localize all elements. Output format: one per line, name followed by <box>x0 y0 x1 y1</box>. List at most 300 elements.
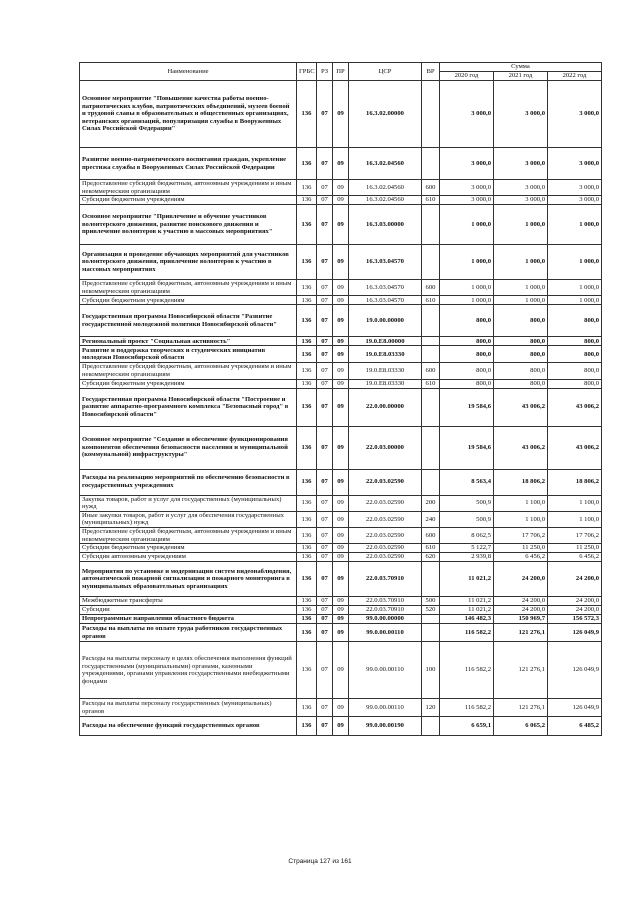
cell-name: Закупка товаров, работ и услуг для государственных (муниципальных) нужд <box>80 495 297 511</box>
cell-sum-2020: 500,9 <box>440 495 494 511</box>
cell-vr <box>422 562 440 597</box>
cell-csr: 22.0.03.00000 <box>349 426 422 469</box>
cell-vr <box>422 426 440 469</box>
cell-rz: 07 <box>317 699 333 717</box>
cell-rz: 07 <box>317 544 333 553</box>
cell-csr: 19.0.E8.03330 <box>349 346 422 363</box>
cell-rz: 07 <box>317 426 333 469</box>
cell-pr: 09 <box>333 642 349 699</box>
cell-csr: 99.0.00.00110 <box>349 642 422 699</box>
cell-rz: 07 <box>317 469 333 495</box>
cell-pr: 09 <box>333 469 349 495</box>
cell-rz: 07 <box>317 597 333 606</box>
cell-sum-2020: 1 000,0 <box>440 205 494 245</box>
header-year-2022: 2022 год <box>548 72 602 81</box>
cell-name: Предоставление субсидий бюджетным, автономным учреждениям и иным некоммерческим организациям <box>80 180 297 196</box>
cell-vr: 610 <box>422 379 440 388</box>
cell-sum-2022: 11 250,0 <box>548 544 602 553</box>
cell-vr: 200 <box>422 495 440 511</box>
cell-rz: 07 <box>317 615 333 624</box>
cell-name: Расходы на выплаты по оплате труда работников государственных органов <box>80 624 297 642</box>
cell-name: Мероприятия по установке и модернизации систем видеонаблюдения, автоматической пожарной сигнализации и пожарного мониторинга в муниципальных образовательных организациях <box>80 562 297 597</box>
cell-sum-2020: 500,9 <box>440 511 494 527</box>
cell-sum-2021: 17 706,2 <box>494 527 548 543</box>
cell-grbs: 136 <box>297 426 317 469</box>
cell-sum-2020: 1 000,0 <box>440 296 494 305</box>
cell-pr: 09 <box>333 346 349 363</box>
cell-sum-2022: 24 200,0 <box>548 606 602 615</box>
table-row <box>80 379 602 388</box>
cell-vr <box>422 469 440 495</box>
cell-pr: 09 <box>333 615 349 624</box>
table-row <box>80 81 602 148</box>
cell-pr: 09 <box>333 624 349 642</box>
cell-csr: 22.0.03.02590 <box>349 495 422 511</box>
header-sum: Сумма <box>440 63 602 72</box>
table-row <box>80 717 602 736</box>
cell-grbs: 136 <box>297 148 317 180</box>
table-row <box>80 196 602 205</box>
cell-grbs: 136 <box>297 337 317 346</box>
table-row <box>80 544 602 553</box>
cell-pr: 09 <box>333 553 349 562</box>
cell-name: Расходы на выплаты персоналу государственных (муниципальных) органов <box>80 699 297 717</box>
cell-sum-2021: 800,0 <box>494 379 548 388</box>
table-row <box>80 245 602 280</box>
cell-vr <box>422 346 440 363</box>
cell-grbs: 136 <box>297 615 317 624</box>
cell-vr <box>422 337 440 346</box>
cell-sum-2022: 800,0 <box>548 305 602 337</box>
cell-grbs: 136 <box>297 388 317 426</box>
cell-vr <box>422 205 440 245</box>
table-row <box>80 553 602 562</box>
cell-sum-2022: 800,0 <box>548 346 602 363</box>
cell-vr: 520 <box>422 606 440 615</box>
table-row <box>80 280 602 296</box>
cell-vr <box>422 615 440 624</box>
cell-sum-2022: 126 049,9 <box>548 642 602 699</box>
cell-grbs: 136 <box>297 511 317 527</box>
cell-sum-2021: 3 000,0 <box>494 196 548 205</box>
cell-sum-2022: 17 706,2 <box>548 527 602 543</box>
cell-pr: 09 <box>333 296 349 305</box>
cell-sum-2020: 1 000,0 <box>440 245 494 280</box>
cell-csr: 16.3.02.04560 <box>349 180 422 196</box>
cell-rz: 07 <box>317 511 333 527</box>
cell-grbs: 136 <box>297 205 317 245</box>
cell-csr: 19.0.E8.03330 <box>349 363 422 379</box>
cell-sum-2020: 8 062,5 <box>440 527 494 543</box>
cell-grbs: 136 <box>297 296 317 305</box>
table-row <box>80 205 602 245</box>
cell-grbs: 136 <box>297 81 317 148</box>
cell-sum-2022: 6 456,2 <box>548 553 602 562</box>
cell-sum-2020: 116 582,2 <box>440 699 494 717</box>
cell-pr: 09 <box>333 245 349 280</box>
cell-sum-2021: 3 000,0 <box>494 148 548 180</box>
cell-sum-2020: 3 000,0 <box>440 148 494 180</box>
cell-sum-2021: 24 200,0 <box>494 606 548 615</box>
cell-sum-2022: 1 000,0 <box>548 245 602 280</box>
cell-name: Субсидии бюджетным учреждениям <box>80 296 297 305</box>
table-row <box>80 148 602 180</box>
cell-sum-2020: 8 563,4 <box>440 469 494 495</box>
cell-csr: 22.0.00.00000 <box>349 388 422 426</box>
cell-name: Расходы на реализацию мероприятий по обеспечению безопасности в государственных учреждениях <box>80 469 297 495</box>
cell-sum-2021: 1 000,0 <box>494 205 548 245</box>
cell-grbs: 136 <box>297 699 317 717</box>
cell-vr: 610 <box>422 544 440 553</box>
cell-name: Расходы на выплаты персоналу в целях обеспечения выполнения функций государственными (муниципальными) органами, казенными учреждениями, органами управления государственными внебюджетными фондами <box>80 642 297 699</box>
cell-rz: 07 <box>317 527 333 543</box>
cell-grbs: 136 <box>297 346 317 363</box>
cell-pr: 09 <box>333 527 349 543</box>
cell-rz: 07 <box>317 337 333 346</box>
cell-rz: 07 <box>317 388 333 426</box>
table-row <box>80 469 602 495</box>
table-row <box>80 511 602 527</box>
cell-csr: 16.3.03.04570 <box>349 296 422 305</box>
cell-csr: 16.3.03.04570 <box>349 245 422 280</box>
cell-sum-2020: 3 000,0 <box>440 81 494 148</box>
cell-name: Развитие военно-патриотического воспитания граждан, укрепление престижа службы в Вооруженных Силах Российской Федерации <box>80 148 297 180</box>
cell-pr: 09 <box>333 699 349 717</box>
cell-sum-2020: 800,0 <box>440 305 494 337</box>
cell-vr: 610 <box>422 196 440 205</box>
cell-sum-2021: 150 969,7 <box>494 615 548 624</box>
cell-vr: 600 <box>422 280 440 296</box>
page-footer: Страница 127 из 161 <box>288 858 352 865</box>
cell-vr: 500 <box>422 597 440 606</box>
cell-sum-2022: 18 806,2 <box>548 469 602 495</box>
table-row <box>80 562 602 597</box>
cell-csr: 19.0.E8.03330 <box>349 379 422 388</box>
cell-grbs: 136 <box>297 305 317 337</box>
cell-pr: 09 <box>333 205 349 245</box>
cell-grbs: 136 <box>297 469 317 495</box>
cell-sum-2022: 800,0 <box>548 379 602 388</box>
cell-sum-2022: 43 006,2 <box>548 426 602 469</box>
cell-pr: 09 <box>333 544 349 553</box>
cell-rz: 07 <box>317 624 333 642</box>
cell-sum-2021: 1 000,0 <box>494 245 548 280</box>
table-row <box>80 606 602 615</box>
cell-grbs: 136 <box>297 544 317 553</box>
cell-name: Субсидии бюджетным учреждениям <box>80 544 297 553</box>
cell-sum-2021: 800,0 <box>494 363 548 379</box>
table-row <box>80 346 602 363</box>
cell-name: Субсидии <box>80 606 297 615</box>
cell-rz: 07 <box>317 363 333 379</box>
cell-sum-2022: 43 006,2 <box>548 388 602 426</box>
cell-name: Субсидии бюджетным учреждениям <box>80 196 297 205</box>
cell-sum-2021: 24 200,0 <box>494 597 548 606</box>
cell-name: Непрограммные направления областного бюджета <box>80 615 297 624</box>
cell-sum-2021: 6 065,2 <box>494 717 548 736</box>
cell-name: Субсидии автономным учреждениям <box>80 553 297 562</box>
table-row <box>80 388 602 426</box>
cell-rz: 07 <box>317 180 333 196</box>
cell-pr: 09 <box>333 337 349 346</box>
cell-vr: 100 <box>422 642 440 699</box>
header-csr: ЦСР <box>349 63 422 81</box>
header-year-2020: 2020 год <box>440 72 494 81</box>
cell-sum-2022: 126 049,9 <box>548 624 602 642</box>
cell-sum-2021: 800,0 <box>494 305 548 337</box>
cell-grbs: 136 <box>297 606 317 615</box>
cell-csr: 22.0.03.02590 <box>349 553 422 562</box>
cell-rz: 07 <box>317 562 333 597</box>
cell-sum-2022: 156 572,3 <box>548 615 602 624</box>
cell-rz: 07 <box>317 245 333 280</box>
cell-sum-2021: 11 250,0 <box>494 544 548 553</box>
cell-pr: 09 <box>333 379 349 388</box>
cell-csr: 16.3.02.04560 <box>349 148 422 180</box>
cell-rz: 07 <box>317 717 333 736</box>
cell-grbs: 136 <box>297 624 317 642</box>
cell-sum-2022: 800,0 <box>548 337 602 346</box>
cell-grbs: 136 <box>297 495 317 511</box>
cell-grbs: 136 <box>297 717 317 736</box>
cell-vr <box>422 388 440 426</box>
cell-csr: 99.0.00.00110 <box>349 699 422 717</box>
cell-csr: 22.0.03.70910 <box>349 562 422 597</box>
cell-sum-2021: 121 276,1 <box>494 699 548 717</box>
cell-grbs: 136 <box>297 527 317 543</box>
cell-csr: 19.0.E8.00000 <box>349 337 422 346</box>
table-row <box>80 337 602 346</box>
cell-pr: 09 <box>333 388 349 426</box>
cell-grbs: 136 <box>297 562 317 597</box>
cell-sum-2022: 1 000,0 <box>548 205 602 245</box>
table-row <box>80 597 602 606</box>
table-row <box>80 363 602 379</box>
cell-pr: 09 <box>333 717 349 736</box>
cell-vr: 240 <box>422 511 440 527</box>
cell-sum-2020: 2 939,8 <box>440 553 494 562</box>
cell-pr: 09 <box>333 280 349 296</box>
cell-name: Государственная программа Новосибирской области "Развитие государственной молодежной политики Новосибирской области" <box>80 305 297 337</box>
cell-sum-2020: 3 000,0 <box>440 196 494 205</box>
cell-rz: 07 <box>317 346 333 363</box>
cell-sum-2021: 3 000,0 <box>494 180 548 196</box>
cell-name: Иные закупки товаров, работ и услуг для обеспечения государственных (муниципальных) нужд <box>80 511 297 527</box>
cell-sum-2020: 19 584,6 <box>440 426 494 469</box>
cell-pr: 09 <box>333 196 349 205</box>
cell-pr: 09 <box>333 597 349 606</box>
cell-sum-2021: 24 200,0 <box>494 562 548 597</box>
cell-sum-2022: 126 049,9 <box>548 699 602 717</box>
cell-sum-2021: 6 456,2 <box>494 553 548 562</box>
header-vr: ВР <box>422 63 440 81</box>
cell-grbs: 136 <box>297 180 317 196</box>
table-row <box>80 642 602 699</box>
cell-rz: 07 <box>317 495 333 511</box>
cell-rz: 07 <box>317 205 333 245</box>
cell-rz: 07 <box>317 148 333 180</box>
cell-grbs: 136 <box>297 642 317 699</box>
table-row <box>80 180 602 196</box>
cell-vr <box>422 305 440 337</box>
cell-sum-2020: 19 584,6 <box>440 388 494 426</box>
cell-sum-2022: 1 100,0 <box>548 495 602 511</box>
cell-sum-2020: 5 122,7 <box>440 544 494 553</box>
cell-sum-2022: 3 000,0 <box>548 81 602 148</box>
cell-sum-2021: 3 000,0 <box>494 81 548 148</box>
cell-name: Основное мероприятие "Создание и обеспечение функционирования компонентов обеспечения безопасности населения и муниципальной (коммунальной) инфраструктуры" <box>80 426 297 469</box>
cell-pr: 09 <box>333 148 349 180</box>
cell-name: Развитие и поддержка творческих и студенческих инициатив молодежи Новосибирской области <box>80 346 297 363</box>
cell-csr: 16.3.02.00000 <box>349 81 422 148</box>
table-row <box>80 305 602 337</box>
cell-csr: 22.0.03.02590 <box>349 511 422 527</box>
cell-rz: 07 <box>317 296 333 305</box>
cell-sum-2022: 3 000,0 <box>548 180 602 196</box>
header-grbs: ГРБС <box>297 63 317 81</box>
cell-sum-2021: 18 806,2 <box>494 469 548 495</box>
cell-csr: 16.3.02.04560 <box>349 196 422 205</box>
cell-sum-2022: 1 100,0 <box>548 511 602 527</box>
cell-rz: 07 <box>317 642 333 699</box>
cell-sum-2020: 800,0 <box>440 363 494 379</box>
cell-name: Организация и проведение обучающих мероприятий для участников волонтерского движения, привлечение волонтеров к участию в массовых мероприятиях <box>80 245 297 280</box>
cell-sum-2021: 121 276,1 <box>494 624 548 642</box>
cell-sum-2022: 24 200,0 <box>548 562 602 597</box>
cell-grbs: 136 <box>297 280 317 296</box>
cell-sum-2020: 800,0 <box>440 379 494 388</box>
cell-sum-2022: 3 000,0 <box>548 196 602 205</box>
table-row <box>80 527 602 543</box>
cell-pr: 09 <box>333 426 349 469</box>
cell-grbs: 136 <box>297 245 317 280</box>
table-row <box>80 296 602 305</box>
cell-grbs: 136 <box>297 363 317 379</box>
cell-sum-2020: 146 482,3 <box>440 615 494 624</box>
cell-name: Основное мероприятие "Повышение качества работы военно-патриотических клубов, патриотических объединений, музеев боевой и трудовой славы в образовательных и общественных организациях, ветеранских организаций, популяризация службы в Вооруженных Силах Российской Федерации" <box>80 81 297 148</box>
cell-sum-2021: 800,0 <box>494 346 548 363</box>
cell-sum-2022: 1 000,0 <box>548 296 602 305</box>
cell-sum-2020: 1 000,0 <box>440 280 494 296</box>
cell-vr: 610 <box>422 296 440 305</box>
cell-rz: 07 <box>317 196 333 205</box>
cell-sum-2020: 11 021,2 <box>440 562 494 597</box>
cell-csr: 22.0.03.02590 <box>349 527 422 543</box>
cell-vr: 600 <box>422 527 440 543</box>
cell-csr: 19.0.00.00000 <box>349 305 422 337</box>
cell-vr: 620 <box>422 553 440 562</box>
cell-sum-2021: 43 006,2 <box>494 426 548 469</box>
cell-sum-2020: 3 000,0 <box>440 180 494 196</box>
cell-sum-2020: 116 582,2 <box>440 624 494 642</box>
cell-vr <box>422 148 440 180</box>
table-row <box>80 495 602 511</box>
cell-sum-2022: 1 000,0 <box>548 280 602 296</box>
cell-sum-2020: 800,0 <box>440 346 494 363</box>
header-pr: ПР <box>333 63 349 81</box>
cell-sum-2022: 6 485,2 <box>548 717 602 736</box>
cell-sum-2020: 800,0 <box>440 337 494 346</box>
cell-grbs: 136 <box>297 597 317 606</box>
cell-name: Региональный проект "Социальная активность" <box>80 337 297 346</box>
cell-vr <box>422 717 440 736</box>
budget-table <box>79 62 602 736</box>
cell-csr: 99.0.00.00110 <box>349 624 422 642</box>
header-year-2021: 2021 год <box>494 72 548 81</box>
cell-sum-2020: 6 659,1 <box>440 717 494 736</box>
cell-vr: 600 <box>422 180 440 196</box>
cell-csr: 99.0.00.00000 <box>349 615 422 624</box>
cell-vr <box>422 81 440 148</box>
cell-vr <box>422 245 440 280</box>
cell-sum-2021: 1 100,0 <box>494 511 548 527</box>
cell-csr: 99.0.00.00190 <box>349 717 422 736</box>
cell-csr: 16.3.03.04570 <box>349 280 422 296</box>
cell-csr: 16.3.03.00000 <box>349 205 422 245</box>
cell-csr: 22.0.03.02590 <box>349 469 422 495</box>
cell-csr: 22.0.03.02590 <box>349 544 422 553</box>
cell-csr: 22.0.03.70910 <box>349 597 422 606</box>
cell-grbs: 136 <box>297 379 317 388</box>
cell-sum-2021: 1 100,0 <box>494 495 548 511</box>
cell-pr: 09 <box>333 562 349 597</box>
table-row <box>80 699 602 717</box>
cell-name: Предоставление субсидий бюджетным, автономным учреждениям и иным некоммерческим организациям <box>80 527 297 543</box>
cell-sum-2020: 11 021,2 <box>440 597 494 606</box>
cell-grbs: 136 <box>297 196 317 205</box>
cell-pr: 09 <box>333 81 349 148</box>
cell-sum-2022: 3 000,0 <box>548 148 602 180</box>
cell-pr: 09 <box>333 511 349 527</box>
cell-sum-2020: 116 582,2 <box>440 642 494 699</box>
cell-csr: 22.0.03.70910 <box>349 606 422 615</box>
cell-name: Субсидии бюджетным учреждениям <box>80 379 297 388</box>
header-rz: РЗ <box>317 63 333 81</box>
cell-rz: 07 <box>317 81 333 148</box>
cell-sum-2021: 800,0 <box>494 337 548 346</box>
table-row <box>80 624 602 642</box>
cell-pr: 09 <box>333 606 349 615</box>
cell-sum-2021: 121 276,1 <box>494 642 548 699</box>
cell-name: Предоставление субсидий бюджетным, автономным учреждениям и иным некоммерческим организациям <box>80 363 297 379</box>
cell-name: Предоставление субсидий бюджетным, автономным учреждениям и иным некоммерческим организациям <box>80 280 297 296</box>
cell-name: Основное мероприятие "Привлечение и обучение участников волонтерского движения, развитие поискового движения и привлечение волонтеров к участию в массовых мероприятиях" <box>80 205 297 245</box>
cell-rz: 07 <box>317 305 333 337</box>
cell-vr: 600 <box>422 363 440 379</box>
cell-rz: 07 <box>317 553 333 562</box>
cell-sum-2021: 1 000,0 <box>494 280 548 296</box>
cell-vr <box>422 624 440 642</box>
cell-sum-2022: 24 200,0 <box>548 597 602 606</box>
cell-sum-2020: 11 021,2 <box>440 606 494 615</box>
table-body <box>80 81 602 736</box>
cell-vr: 120 <box>422 699 440 717</box>
cell-name: Межбюджетные трансферты <box>80 597 297 606</box>
cell-sum-2022: 800,0 <box>548 363 602 379</box>
header-name: Наименование <box>80 63 297 81</box>
cell-pr: 09 <box>333 363 349 379</box>
table-row <box>80 615 602 624</box>
cell-rz: 07 <box>317 606 333 615</box>
cell-sum-2021: 1 000,0 <box>494 296 548 305</box>
cell-grbs: 136 <box>297 553 317 562</box>
cell-rz: 07 <box>317 280 333 296</box>
cell-sum-2021: 43 006,2 <box>494 388 548 426</box>
cell-name: Расходы на обеспечение функций государственных органов <box>80 717 297 736</box>
cell-rz: 07 <box>317 379 333 388</box>
table-row <box>80 426 602 469</box>
cell-pr: 09 <box>333 180 349 196</box>
